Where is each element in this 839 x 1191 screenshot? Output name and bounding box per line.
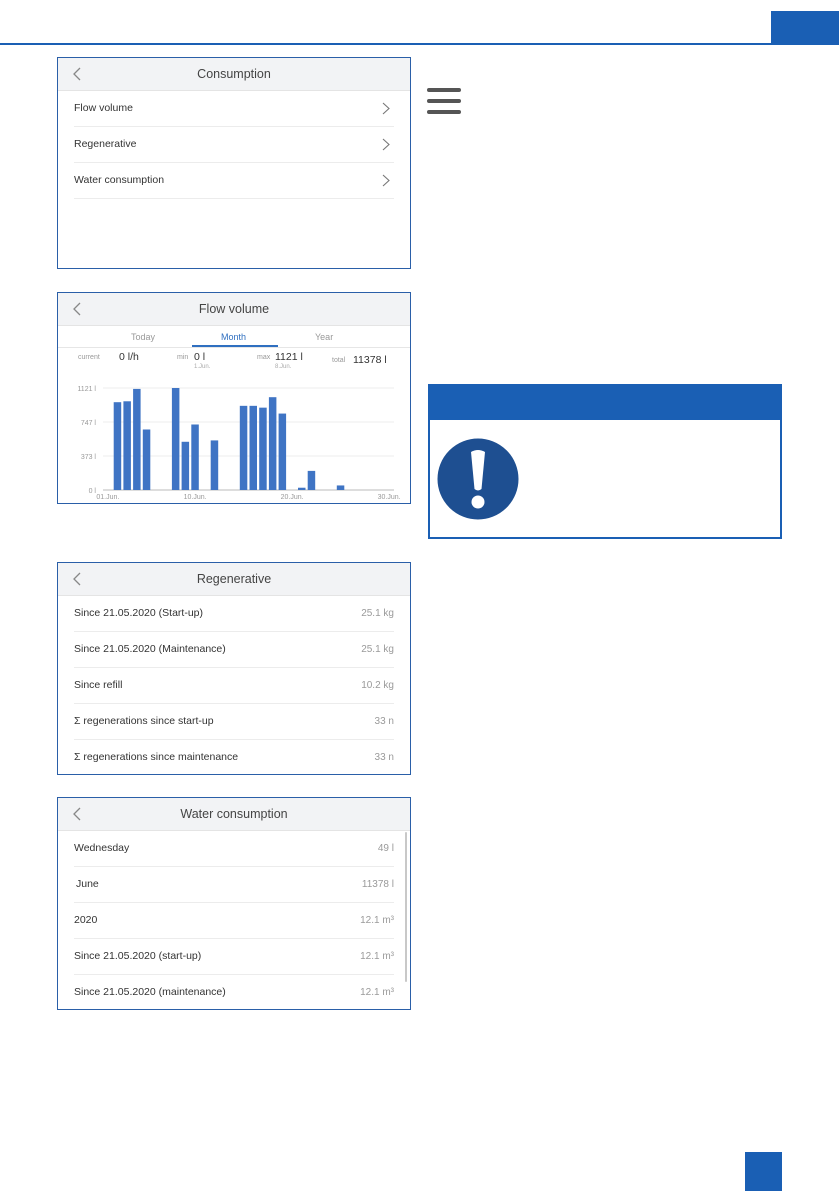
list-item xyxy=(74,704,394,740)
stat-min-label: min xyxy=(177,354,189,361)
header-rule xyxy=(0,43,839,45)
active-tab-indicator xyxy=(192,345,278,347)
stat-max-value: 1121 l xyxy=(275,351,303,363)
stat-total-label: total xyxy=(332,357,346,364)
tab-year[interactable]: Year xyxy=(315,332,334,342)
row-value: 49 l xyxy=(377,843,394,854)
row-label: Wednesday xyxy=(74,842,130,854)
chart-bar xyxy=(172,388,180,490)
chart-bar xyxy=(269,397,277,490)
flow-stats xyxy=(58,348,410,376)
water-consumption-header xyxy=(58,798,410,831)
row-value: 12.1 m³ xyxy=(360,987,394,998)
list-item xyxy=(74,632,394,668)
row-label: Since 21.05.2020 (start-up) xyxy=(74,950,202,962)
chart-bar xyxy=(298,488,306,490)
water-consumption-panel xyxy=(57,797,411,1010)
chart-bar xyxy=(114,402,122,490)
flow-volume-header xyxy=(58,293,410,326)
chart-bar xyxy=(259,408,267,490)
list-item xyxy=(74,740,394,775)
stat-min-value: 0 l xyxy=(194,351,206,363)
period-tabs xyxy=(58,326,410,348)
flow-volume-panel xyxy=(57,292,411,504)
menu-item-label: Flow volume xyxy=(74,102,133,114)
stat-total-value: 11378 l xyxy=(353,354,387,366)
chart-bar xyxy=(143,429,151,490)
row-label: Σ regenerations since maintenance xyxy=(74,751,239,763)
consumption-panel xyxy=(57,57,411,269)
exclamation-icon xyxy=(435,436,521,522)
row-label: Since 21.05.2020 (Start-up) xyxy=(74,607,203,619)
list-item xyxy=(74,668,394,704)
chart-bar xyxy=(211,440,219,490)
row-value: 11378 l xyxy=(361,879,394,890)
row-label: Since 21.05.2020 (maintenance) xyxy=(74,986,226,998)
list-item xyxy=(74,867,394,903)
chart-bar xyxy=(123,401,130,490)
row-label: Since refill xyxy=(74,679,123,691)
menu-item-water-consumption[interactable] xyxy=(74,163,394,199)
chevron-right-icon xyxy=(382,102,390,115)
list-item xyxy=(74,596,394,632)
chevron-right-icon xyxy=(382,138,390,151)
list-item xyxy=(74,939,394,975)
chart-bar xyxy=(191,424,199,490)
chart-bar xyxy=(133,389,141,490)
row-value: 33 n xyxy=(374,752,394,763)
menu-item-label: Regenerative xyxy=(74,138,137,150)
water-consumption-title: Water consumption xyxy=(180,807,288,821)
consumption-title: Consumption xyxy=(197,67,271,81)
x-tick-label: 10.Jun. xyxy=(183,494,207,501)
chevron-right-icon xyxy=(382,174,390,187)
menu-item-label: Water consumption xyxy=(74,174,165,186)
chart-bar xyxy=(250,406,258,490)
stat-max-date: 8.Jun. xyxy=(275,364,292,370)
tab-today[interactable]: Today xyxy=(131,332,156,342)
row-value: 25.1 kg xyxy=(361,608,394,619)
hamburger-menu-icon xyxy=(427,88,461,114)
notice-box xyxy=(428,384,782,539)
y-tick-label: 373 l xyxy=(80,454,96,461)
header-tab-marker xyxy=(771,11,839,44)
stat-min-date: 1.Jun. xyxy=(194,364,211,370)
stat-current-label: current xyxy=(78,354,100,361)
chart-bar xyxy=(240,406,248,490)
consumption-header xyxy=(58,58,410,91)
row-label: 2020 xyxy=(74,914,98,926)
chart-bar xyxy=(337,485,345,490)
row-label: Since 21.05.2020 (Maintenance) xyxy=(74,643,226,655)
row-label: June xyxy=(76,878,99,890)
list-item xyxy=(74,975,394,1010)
stat-max-label: max xyxy=(257,354,271,361)
row-value: 25.1 kg xyxy=(361,644,394,655)
menu-item-regenerative[interactable] xyxy=(74,127,394,163)
y-tick-label: 1121 l xyxy=(77,386,96,393)
x-tick-label: 30.Jun. xyxy=(377,494,401,501)
regenerative-header xyxy=(58,563,410,596)
chart-bar xyxy=(182,442,190,490)
stat-current-value: 0 l/h xyxy=(119,351,139,363)
row-value: 12.1 m³ xyxy=(360,915,394,926)
y-tick-label: 747 l xyxy=(80,420,96,427)
tab-month[interactable]: Month xyxy=(221,332,247,342)
x-tick-label: 20.Jun. xyxy=(280,494,304,501)
regenerative-title: Regenerative xyxy=(196,572,272,586)
list-item xyxy=(74,903,394,939)
regenerative-panel xyxy=(57,562,411,775)
row-value: 33 n xyxy=(374,716,394,727)
scrollbar[interactable] xyxy=(405,832,407,982)
row-value: 10.2 kg xyxy=(361,680,394,691)
menu-item-flow-volume[interactable] xyxy=(74,91,394,127)
list-item xyxy=(74,831,394,867)
page-number-box xyxy=(745,1152,782,1191)
x-tick-label: 01.Jun. xyxy=(96,494,120,501)
chart-bar xyxy=(279,414,287,490)
flow-volume-chart xyxy=(58,376,410,504)
flow-volume-title: Flow volume xyxy=(198,302,270,316)
y-tick-label: 0 l xyxy=(88,488,96,495)
chart-bar xyxy=(308,471,316,490)
row-label: Σ regenerations since start-up xyxy=(74,715,214,727)
notice-header xyxy=(430,386,780,420)
row-value: 12.1 m³ xyxy=(360,951,394,962)
